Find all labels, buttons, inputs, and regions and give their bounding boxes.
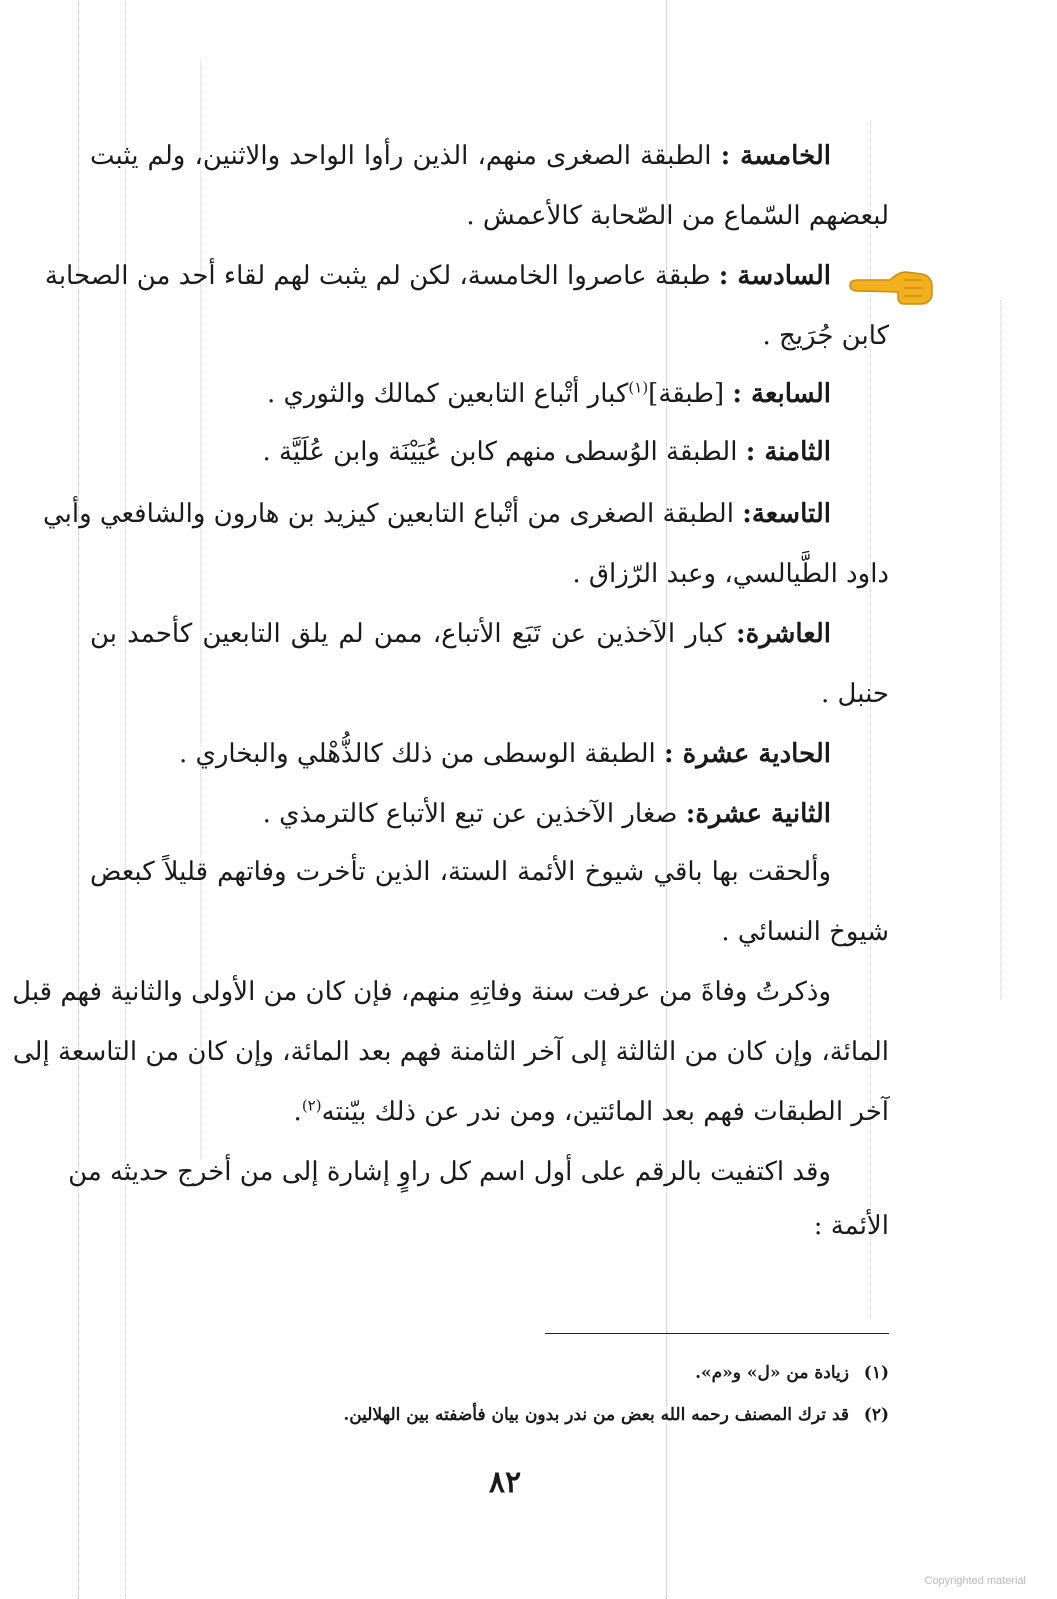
paragraph-tenth-line-1 <box>90 614 831 654</box>
body-text: [طبقة] <box>648 379 733 409</box>
paragraph-eleventh <box>179 734 831 774</box>
paragraph-seventh <box>267 374 831 414</box>
paragraph-symbols-line-2: الأئمة : <box>813 1211 889 1241</box>
paragraph-sixth-line-2: كابن جُرَيج . <box>762 321 889 351</box>
footnote-number: (١) <box>863 1363 889 1383</box>
body-text: آخر الطبقات فهم بعد المائتين، ومن ندر عن ذلك بيّنته <box>321 1097 889 1127</box>
paragraph-twelfth <box>263 794 831 834</box>
rank-heading-eighth: الثامنة : <box>745 437 831 467</box>
body-text: . <box>293 1097 302 1127</box>
footnote-separator <box>545 1333 889 1334</box>
rank-heading-eleventh: الحادية عشرة : <box>664 739 831 769</box>
rank-heading-sixth: السادسة : <box>718 261 831 291</box>
footnote-number: (٢) <box>863 1405 889 1425</box>
paragraph-eighth <box>262 432 831 472</box>
paragraph-appended-line-2: شيوخ النسائي . <box>721 917 889 947</box>
body-text: كبار أتْباع التابعين كمالك والثوري . <box>266 379 629 409</box>
body-text: طبقة عاصروا الخامسة، لكن لم يثبت لهم لقاء أحد من الصحابة <box>44 261 719 291</box>
paragraph-sixth-line-1 <box>44 256 831 296</box>
body-text: الطبقة الصغرى من أتْباع التابعين كيزيد بن هارون والشافعي وأبي <box>42 499 743 529</box>
rank-heading-tenth: العاشرة: <box>736 619 831 649</box>
paragraph-fifth-line-2: لبعضهم السّماع من الصّحابة كالأعمش . <box>466 201 889 231</box>
paragraph-deaths-line-2: المائة، وإن كان من الثالثة إلى آخر الثامنة فهم بعد المائة، وإن كان من التاسعة إلى <box>12 1037 889 1067</box>
rank-heading-ninth: التاسعة: <box>742 499 831 529</box>
rank-heading-seventh: السابعة : <box>732 379 831 409</box>
rank-heading-fifth: الخامسة : <box>720 141 831 171</box>
footnote-text: زيادة من «ل» و«م». <box>695 1363 849 1383</box>
body-text: الطبقة الوسطى من ذلك كالذُّهْلي والبخاري . <box>178 739 665 769</box>
footnote-2 <box>343 1402 889 1428</box>
paragraph-appended-line-1: وألحقت بها باقي شيوخ الأئمة الستة، الذين تأخرت وفاتهم قليلاً كبعض <box>90 857 831 887</box>
pointing-hand-icon <box>848 266 934 308</box>
paragraph-ninth-line-2: داود الطَّيالسي، وعبد الرّزاق . <box>572 559 889 589</box>
paragraph-ninth-line-1 <box>42 494 831 534</box>
body-text: الطبقة الوُسطى منهم كابن عُيَيْنَة وابن عُلَيَّة . <box>262 437 746 467</box>
copyright-watermark: Copyrighted material <box>924 1575 1026 1587</box>
footnote-text: قد ترك المصنف رحمه الله بعض من ندر بدون بيان فأضفته بين الهلالين. <box>343 1405 849 1425</box>
paragraph-symbols-line-1: وقد اكتفيت بالرقم على أول اسم كل راوٍ إشارة إلى من أخرج حديثه من <box>68 1157 831 1187</box>
paragraph-deaths-line-1: وذكرتُ وفاةَ من عرفت سنة وفاتِهِ منهم، فإن كان من الأولى والثانية فهم قبل <box>12 977 831 1007</box>
footnote-ref-2[interactable]: (٢) <box>301 1096 322 1115</box>
paragraph-deaths-line-3 <box>294 1092 889 1132</box>
page-number: ٨٢ <box>488 1465 522 1500</box>
body-text: الطبقة الصغرى منهم، الذين رأوا الواحد والاثنين، ولم يثبت <box>90 141 721 171</box>
paragraph-tenth-line-2: حنبل . <box>821 679 889 709</box>
rank-heading-twelfth: الثانية عشرة: <box>685 799 831 829</box>
paragraph-fifth-line-1 <box>90 136 831 176</box>
footnote-1 <box>695 1360 889 1386</box>
body-text: كبار الآخذين عن تَبَع الأتباع، ممن لم يلق التابعين كأحمد بن <box>90 619 737 649</box>
footnote-ref-1[interactable]: (١) <box>628 378 649 397</box>
body-text: صغار الآخذين عن تبع الأتباع كالترمذي . <box>262 799 686 829</box>
